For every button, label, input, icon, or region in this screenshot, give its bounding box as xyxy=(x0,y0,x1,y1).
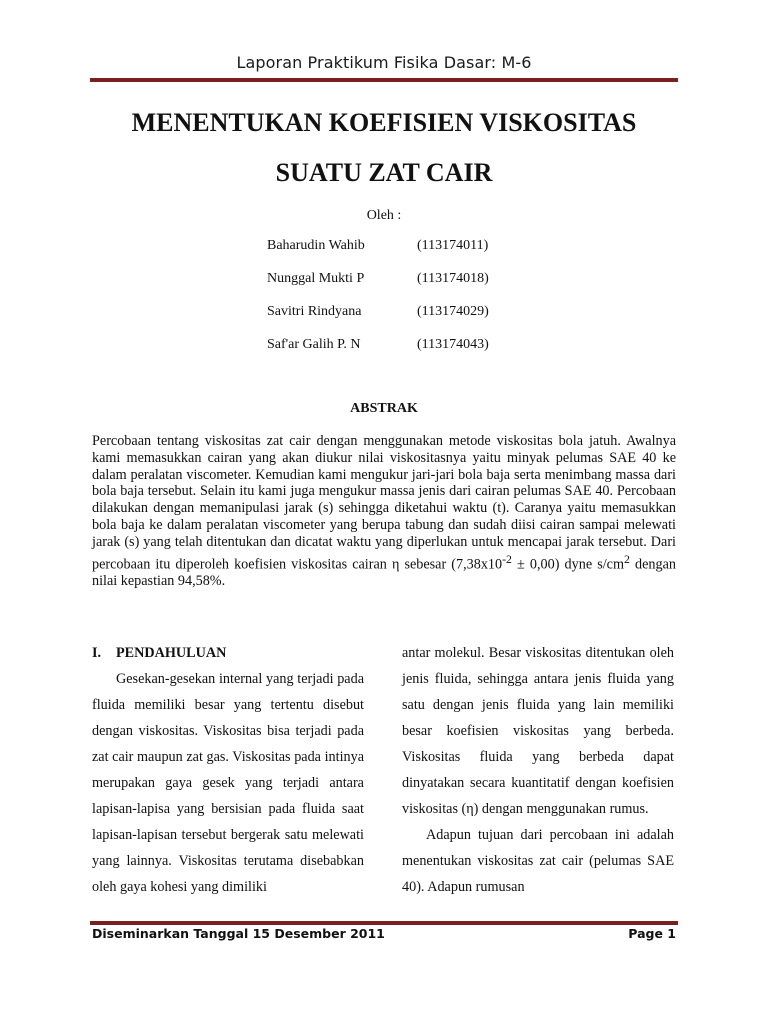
author-row xyxy=(267,238,557,271)
abstract-heading: ABSTRAK xyxy=(350,401,418,416)
author-name: Savitri Rindyana xyxy=(267,304,362,319)
abstract-text: Percobaan tentang viskositas zat cair dengan menggunakan metode viskositas bola jatuh. Awalnya kami memasukkan cairan yang akan diukur nilai viskositasnya yaitu minyak pelumas SAE 40 ke dalam peralatan viscometer. Kemudian kami mengukur jari-jari bola baja serta menimbang massa dari bola baja tersebut. Selain itu kami juga mengukur massa jenis dari cairan pelumas SAE 40. Percobaan dilakukan dengan memanipulasi jarak (s) sehingga diketahui waktu (t). Caranya yaitu memasukkan bola baja ke dalam peralatan viscometer yang berupa tabung dan sudah diisi cairan sampai melewati jarak (s) yang telah ditentukan dan dicatat waktu yang diperlukan untuk mencapai jarak tersebut. Dari percobaan itu diperoleh koefisien viskositas cairan η sebesar (7,38x10 xyxy=(92,433,676,573)
byline-label: Oleh : xyxy=(366,208,402,223)
footer-rule xyxy=(90,921,678,925)
body-paragraph: Adapun tujuan dari percobaan ini adalah menentukan viskositas zat cair (pelumas SAE 40). Adapun rumusan xyxy=(402,827,674,895)
abstract-text-end: dengan nilai kepastian 94,58%. xyxy=(92,556,676,590)
author-name: Baharudin Wahib xyxy=(267,238,365,253)
author-row xyxy=(267,304,557,337)
column-left xyxy=(92,640,364,900)
column-right xyxy=(402,640,674,900)
author-row xyxy=(267,337,557,370)
page-number: Page 1 xyxy=(628,926,676,941)
author-list xyxy=(267,238,557,370)
author-id: (113174018) xyxy=(417,271,489,286)
author-id: (113174043) xyxy=(417,337,489,352)
abstract-text-mid: ± 0,00) dyne s/cm xyxy=(511,556,624,573)
body-paragraph: Gesekan-gesekan internal yang terjadi pada fluida memiliki besar yang tertentu disebut dengan viskositas. Viskositas bisa terjadi pada zat cair maupun zat gas. Viskositas pada intinya merupakan gaya gesek yang terjadi antara lapisan-lapisa yang bersisian pada fluida saat lapisan-lapisan tersebut bergerak satu melewati yang lainnya. Viskositas terutama disebabkan oleh gaya kohesi yang dimiliki xyxy=(92,671,364,895)
paper-title-line-1: MENENTUKAN KOEFISIEN VISKOSITAS xyxy=(131,108,637,137)
section-heading xyxy=(92,640,364,666)
section-title: PENDAHULUAN xyxy=(116,645,227,661)
abstract-exponent: -2 xyxy=(502,551,512,566)
author-row xyxy=(267,271,557,304)
abstract-body xyxy=(92,433,676,590)
running-header-title: Laporan Praktikum Fisika Dasar: M-6 xyxy=(236,53,532,72)
paper-title-line-2: SUATU ZAT CAIR xyxy=(275,158,493,187)
footer-seminar-date: Diseminarkan Tanggal 15 Desember 2011 xyxy=(92,926,385,941)
author-name: Saf'ar Galih P. N xyxy=(267,337,361,352)
section-number: I. xyxy=(92,645,102,661)
body-paragraph: antar molekul. Besar viskositas ditentukan oleh jenis fluida, sehingga antara jenis fluida yang satu dengan jenis fluida yang lain memiliki besar koefisien viskositas yang berbeda. Viskositas fluida yang berbeda dapat dinyatakan secara kuantitatif dengan koefisien viskositas (η) dengan menggunakan rumus. xyxy=(402,645,674,817)
abstract-unit-exponent: 2 xyxy=(624,551,630,566)
header-rule xyxy=(90,78,678,82)
author-name: Nunggal Mukti P xyxy=(267,271,365,286)
author-id: (113174029) xyxy=(417,304,489,319)
author-id: (113174011) xyxy=(417,238,489,253)
